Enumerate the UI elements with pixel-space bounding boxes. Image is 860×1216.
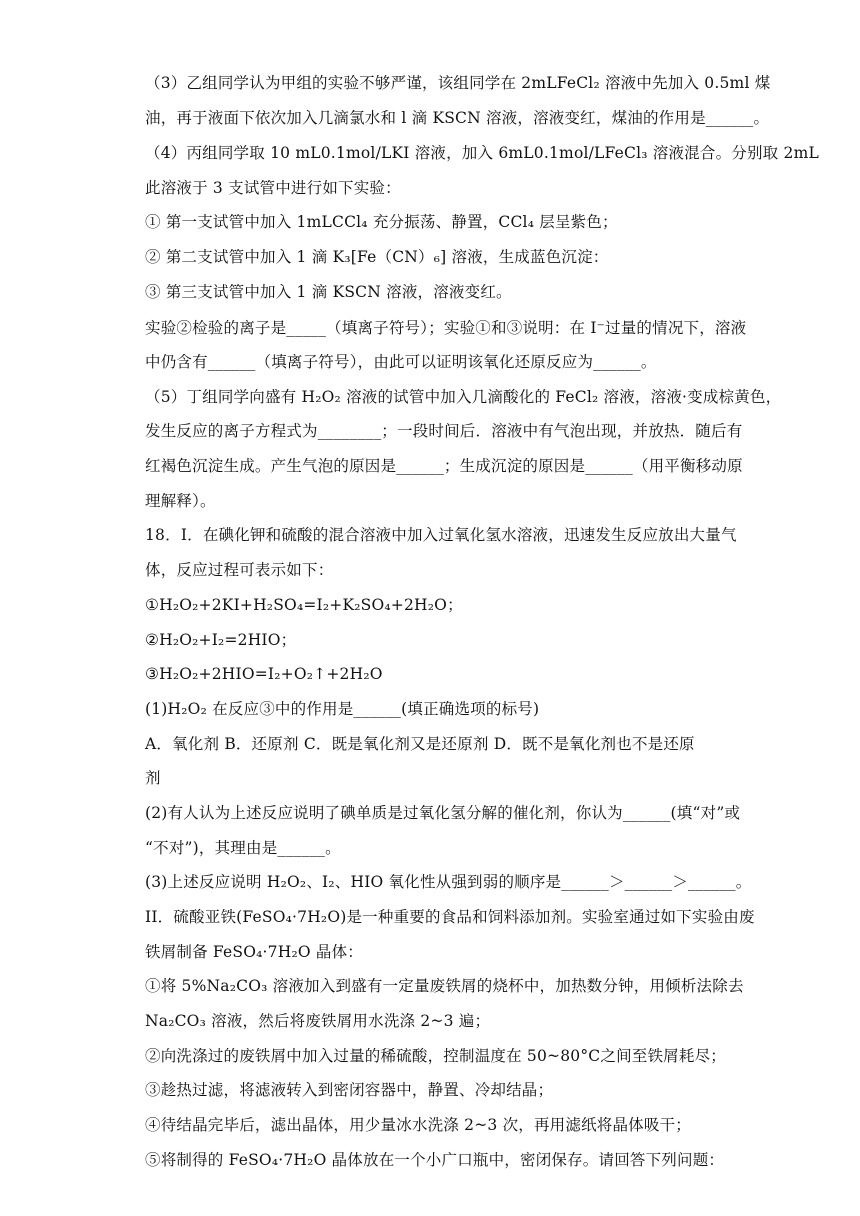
text-line: ① 第一支试管中加入 1mLCCl₄ 充分振荡、静置，CCl₄ 层呈紫色； xyxy=(145,213,618,231)
text-line: 理解释）。 xyxy=(145,492,216,510)
text-line: 油，再于液面下依次加入几滴氯水和 l 滴 KSCN 溶液，溶液变红，煤油的作用是______。 xyxy=(145,109,770,127)
text-line: 实验②检验的离子是_____（填离子符号）；实验①和③说明：在 I⁻过量的情况下，溶液 xyxy=(145,319,747,337)
text-line: “不对”)，其理由是______。 xyxy=(145,839,341,857)
text-line: ③ 第三支试管中加入 1 滴 KSCN 溶液，溶液变红。 xyxy=(145,283,512,301)
text-line: ②H₂O₂+I₂=2HIO； xyxy=(145,631,297,649)
text-line: Na₂CO₃ 溶液，然后将废铁屑用水洗涤 2~3 遍； xyxy=(145,1012,491,1030)
text-line: ⑤将制得的 FeSO₄·7H₂O 晶体放在一个小广口瓶中，密闭保存。请回答下列问题： xyxy=(145,1151,725,1169)
text-line: 18．I．在碘化钾和硫酸的混合溶液中加入过氧化氢水溶液，迅速发生反应放出大量气 xyxy=(145,526,737,544)
text-line: （3）乙组同学认为甲组的实验不够严谨，该组同学在 2mLFeCl₂ 溶液中先加入 0.5ml 煤 xyxy=(145,74,771,92)
text-line: ③趁热过滤，将滤液转入到密闭容器中，静置、冷却结晶； xyxy=(145,1081,554,1099)
text-line: ② 第二支试管中加入 1 滴 K₃[Fe（CN）₆] 溶液，生成蓝色沉淀： xyxy=(145,248,609,266)
text-line: （5）丁组同学向盛有 H₂O₂ 溶液的试管中加入几滴酸化的 FeCl₂ 溶液，溶液·变成棕黄色， xyxy=(145,388,782,406)
text-line: (1)H₂O₂ 在反应③中的作用是______(填正确选项的标号) xyxy=(145,700,540,718)
text-line: ②向洗涤过的废铁屑中加入过量的稀硫酸，控制温度在 50~80°C之间至铁屑耗尽； xyxy=(145,1047,726,1065)
text-line: 体，反应过程可表示如下： xyxy=(145,561,334,579)
text-line: 剂 xyxy=(145,769,161,787)
text-line: (3)上述反应说明 H₂O₂、I₂、HIO 氧化性从强到弱的顺序是______＞______＞______。 xyxy=(145,873,752,891)
text-line: 发生反应的离子方程式为________；一段时间后．溶液中有气泡出现，并放热．随后有 xyxy=(145,422,743,440)
text-line: 中仍含有______（填离子符号），由此可以证明该氧化还原反应为______。 xyxy=(145,353,657,371)
text-line: II．硫酸亚铁(FeSO₄·7H₂O)是一种重要的食品和饲料添加剂。实验室通过如下实验由废 xyxy=(145,908,755,926)
text-line: 此溶液于 3 支试管中进行如下实验： xyxy=(145,179,401,197)
text-line: ④待结晶完毕后，滤出晶体，用少量冰水洗涤 2~3 次，再用滤纸将晶体吸干； xyxy=(145,1116,691,1134)
text-line: （4）丙组同学取 10 mL0.1mol/LKI 溶液，加入 6mL0.1mol/LFeCl₃ 溶液混合。分别取 2mL xyxy=(145,144,819,162)
text-line: ①将 5%Na₂CO₃ 溶液加入到盛有一定量废铁屑的烧杯中，加热数分钟，用倾析法除去 xyxy=(145,977,744,995)
text-line: ③H₂O₂+2HIO=I₂+O₂↑+2H₂O xyxy=(145,665,383,683)
text-line: A．氧化剂 B．还原剂 C．既是氧化剂又是还原剂 D．既不是氧化剂也不是还原 xyxy=(145,735,695,753)
text-line: 铁屑制备 FeSO₄·7H₂O 晶体： xyxy=(145,943,364,961)
text-line: (2)有人认为上述反应说明了碘单质是过氧化氢分解的催化剂，你认为______(填“对”或 xyxy=(145,804,741,822)
text-line: 红褐色沉淀生成。产生气泡的原因是______；生成沉淀的原因是______（用平衡移动原 xyxy=(145,457,743,475)
text-line: ①H₂O₂+2KI+H₂SO₄=I₂+K₂SO₄+2H₂O； xyxy=(145,596,463,614)
